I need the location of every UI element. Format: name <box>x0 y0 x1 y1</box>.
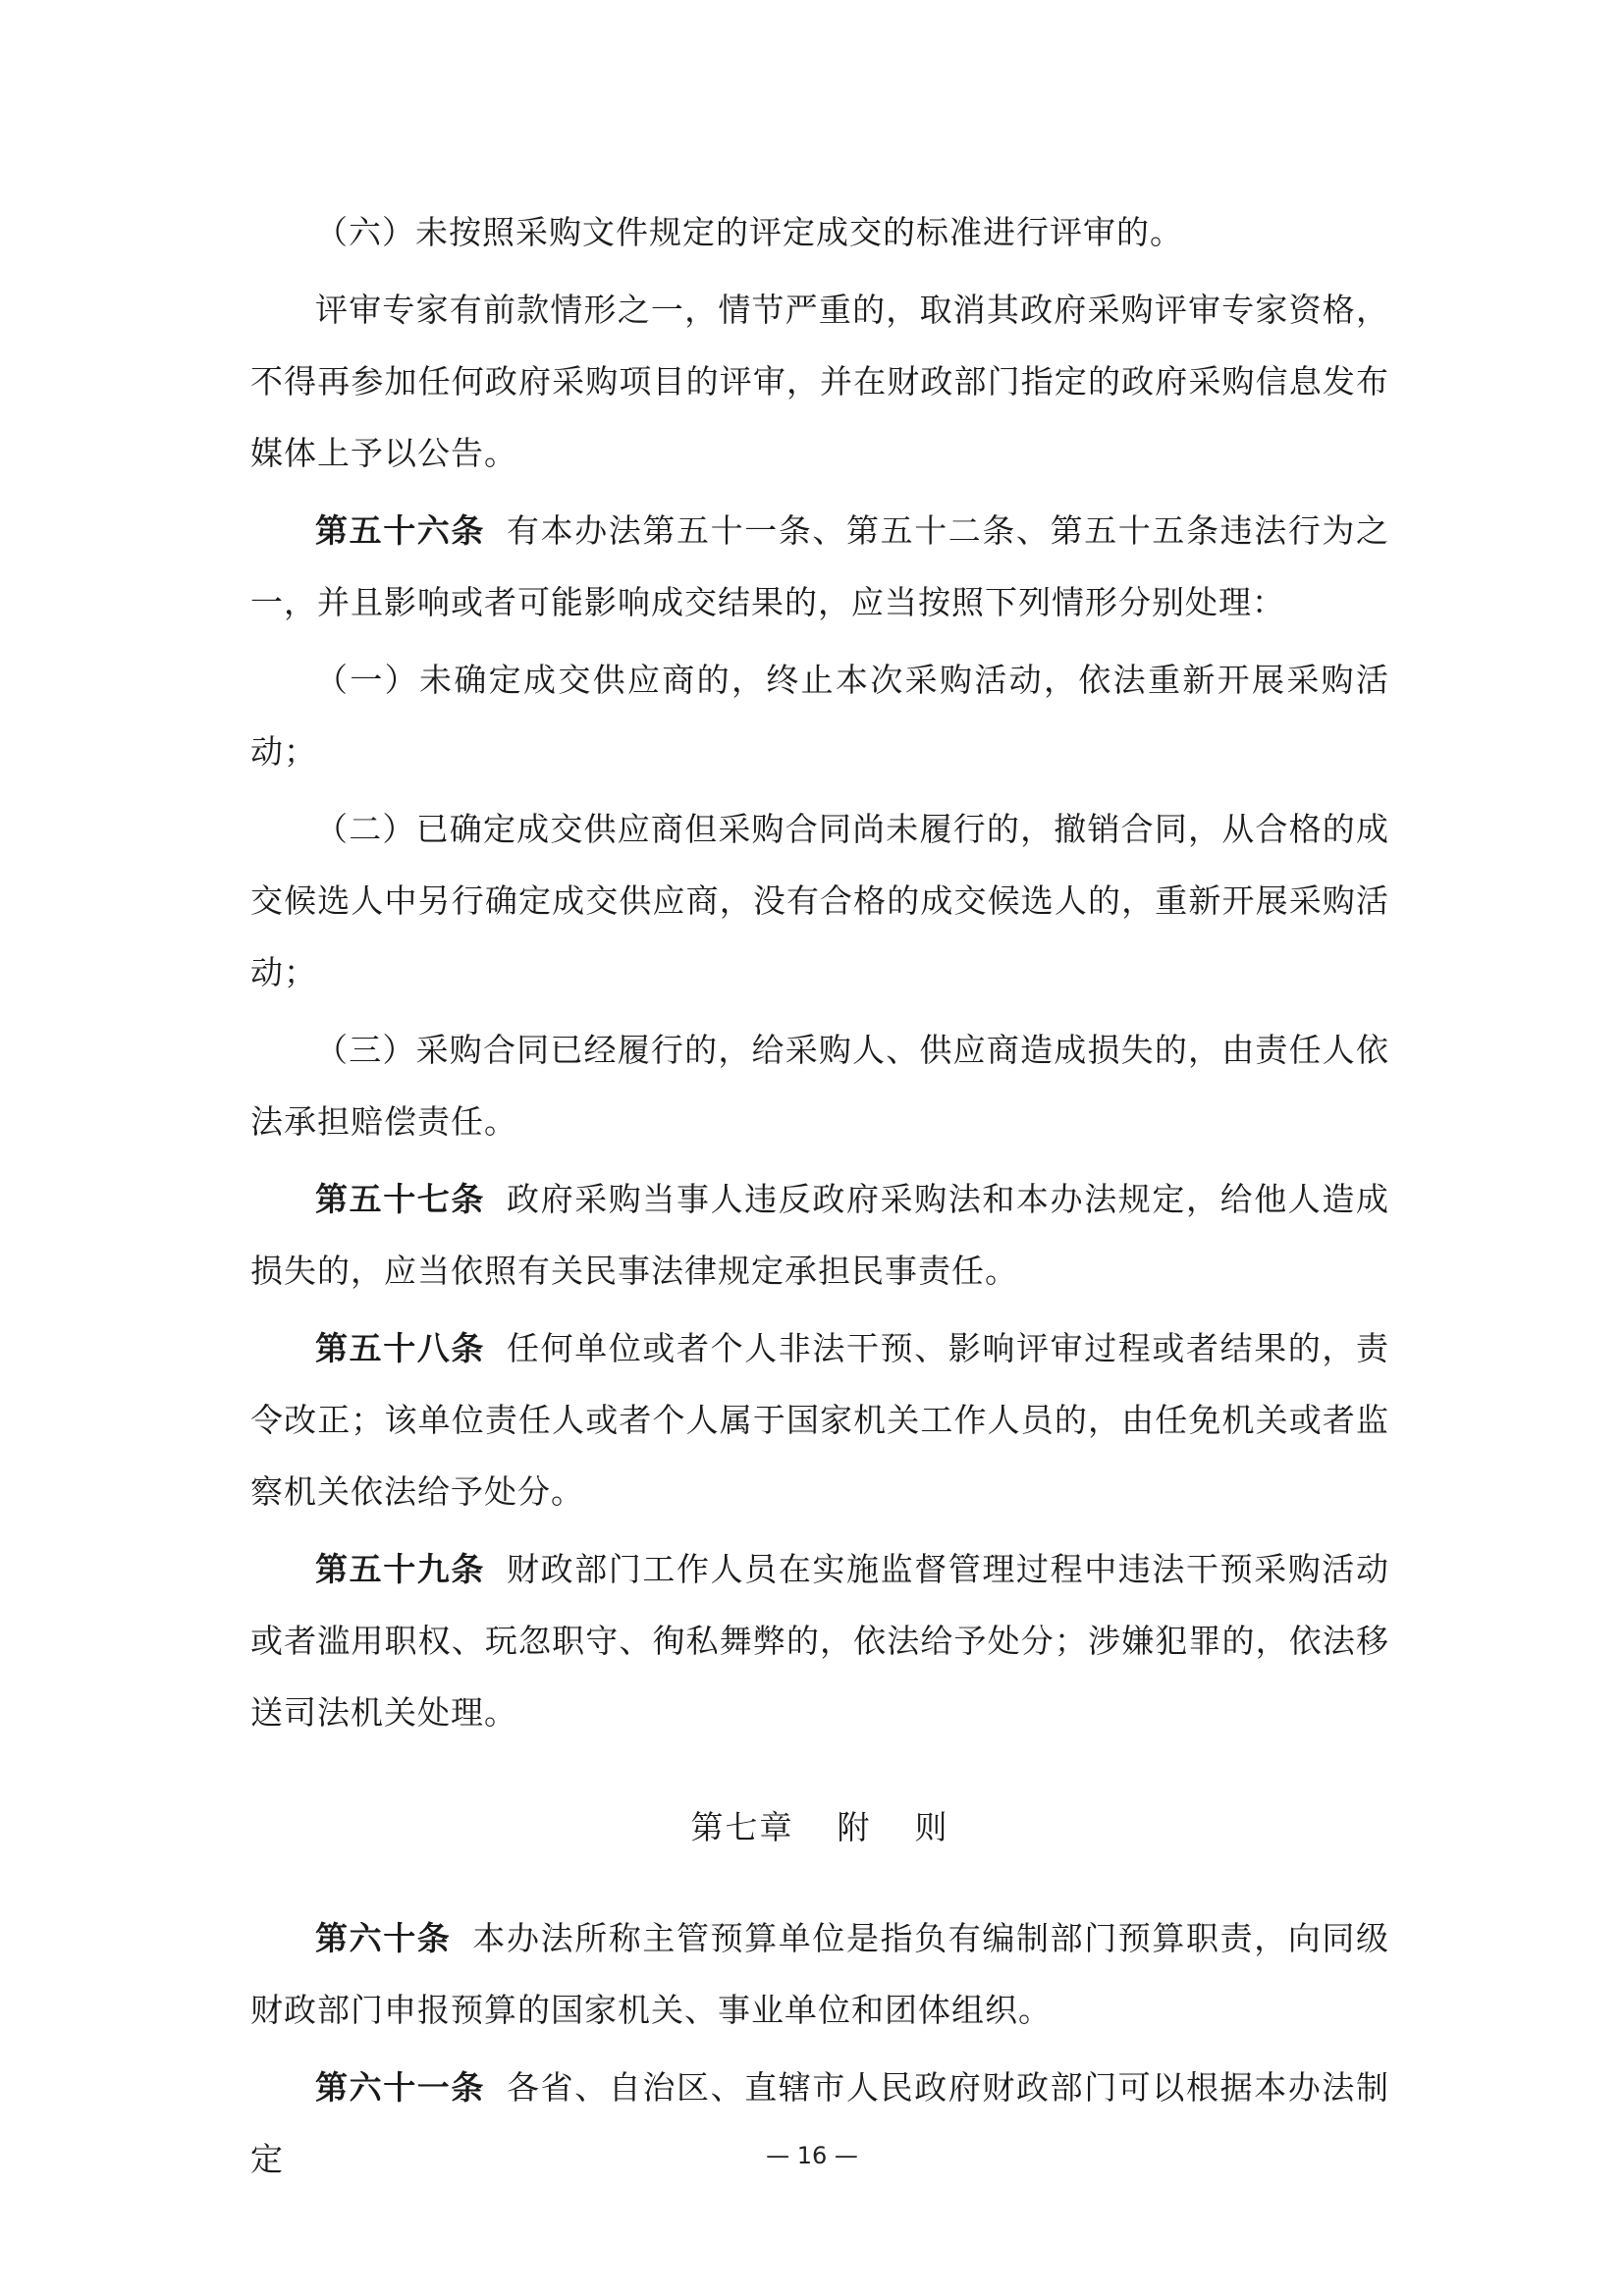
chapter-title-part1: 附 <box>837 1808 872 1846</box>
article-text: 任何单位或者个人非法干预、影响评审过程或者结果的，责令改正；该单位责任人或者个人属于国家机关工作人员的，由任免机关或者监察机关依法给予处分。 <box>250 1329 1390 1511</box>
body-text <box>250 196 1389 2201</box>
article-number: 第五十九条 <box>315 1550 485 1588</box>
article-number: 第五十八条 <box>315 1329 485 1367</box>
article-text: 各省、自治区、直辖市人民政府财政部门可以根据本办法制定 <box>250 2068 1390 2178</box>
paragraph-text: （一）未确定成交供应商的，终止本次采购活动，依法重新开展采购活动； <box>250 661 1389 771</box>
chapter-number: 第七章 <box>690 1808 794 1846</box>
article-text: 有本办法第五十一条、第五十二条、第五十五条违法行为之一，并且影响或者可能影响成交结果的，应当按照下列情形分别处理： <box>250 511 1390 621</box>
paragraph-text: 评审专家有前款情形之一，情节严重的，取消其政府采购评审专家资格，不得再参加任何政府采购项目的评审，并在财政部门指定的政府采购信息发布媒体上予以公告。 <box>250 291 1389 472</box>
paragraph-text: （二）已确定成交供应商但采购合同尚未履行的，撤销合同，从合格的成交候选人中另行确定成交供应商，没有合格的成交候选人的，重新开展采购活动； <box>250 810 1389 991</box>
article-text: 政府采购当事人违反政府采购法和本办法规定，给他人造成损失的，应当依照有关民事法律规定承担民事责任。 <box>250 1180 1390 1290</box>
article-60 <box>250 1902 1389 2046</box>
paragraph-text: （六）未按照采购文件规定的评定成交的标准进行评审的。 <box>315 213 1183 251</box>
chapter-title-part2: 则 <box>914 1808 949 1846</box>
paragraph-item-2 <box>250 793 1389 1008</box>
article-61 <box>250 2052 1389 2195</box>
article-number: 第五十七条 <box>315 1180 485 1218</box>
paragraph-item-1 <box>250 644 1389 787</box>
article-58 <box>250 1312 1389 1527</box>
page-number-footer <box>0 2142 1624 2169</box>
article-59 <box>250 1533 1389 1748</box>
article-number: 第六十条 <box>315 1919 452 1957</box>
article-text: 本办法所称主管预算单位是指负有编制部门预算职责，向同级财政部门申报预算的国家机关、事业单位和团体组织。 <box>250 1919 1390 2029</box>
chapter-heading <box>250 1791 1389 1863</box>
article-57 <box>250 1163 1389 1307</box>
paragraph-item-3 <box>250 1014 1389 1157</box>
paragraph-text: （三）采购合同已经履行的，给采购人、供应商造成损失的，由责任人依法承担赔偿责任。 <box>250 1031 1389 1141</box>
article-text: 财政部门工作人员在实施监督管理过程中违法干预采购活动或者滥用职权、玩忽职守、徇私舞弊的，依法给予处分；涉嫌犯罪的，依法移送司法机关处理。 <box>250 1550 1390 1732</box>
article-number: 第六十一条 <box>315 2068 485 2107</box>
paragraph-expert-penalty <box>250 274 1389 489</box>
page-number: — 16 — <box>766 2142 858 2169</box>
article-56 <box>250 495 1389 638</box>
article-number: 第五十六条 <box>315 511 485 550</box>
paragraph-clause-6 <box>250 196 1389 268</box>
